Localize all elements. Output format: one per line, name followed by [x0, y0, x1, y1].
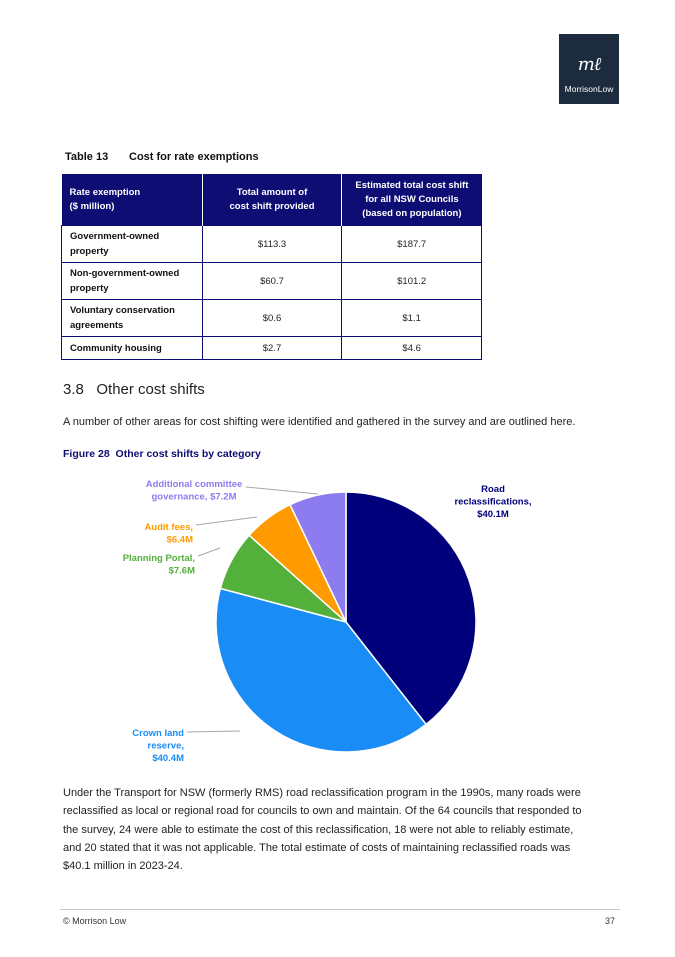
- section-heading: [63, 381, 205, 398]
- figure-number: Figure 28: [63, 448, 110, 460]
- row-estimated: $4.6: [342, 337, 482, 360]
- paragraph-line: $40.1 million in 2023-24.: [63, 860, 183, 873]
- header-estimated-total: Estimated total cost shift for all NSW Councils (based on population): [342, 174, 482, 226]
- data-label-crown-land-reserve: Crown land reserve, $40.4M: [132, 728, 184, 764]
- section-number: 3.8: [63, 381, 84, 398]
- data-label-additional-committee-governance: Additional committee governance, $7.2M: [145, 479, 243, 503]
- row-provided: $2.7: [202, 337, 342, 360]
- logo-mark: mℓ: [577, 54, 601, 75]
- body-paragraph: [63, 784, 623, 875]
- paragraph-line: the survey, 24 were able to estimate the cost of this reclassification, 18 were not able to reliably estimate,: [63, 823, 574, 836]
- footer-divider: [60, 909, 620, 910]
- row-provided: $113.3: [202, 226, 342, 263]
- leader-line-audit-fees: [196, 517, 257, 525]
- leader-line-additional-committee-governance: [246, 487, 318, 494]
- data-label-audit-fees: Audit fees, $6.4M: [144, 522, 193, 546]
- row-estimated: $187.7: [342, 226, 482, 263]
- table-row: [62, 300, 482, 337]
- data-label-planning-portal: Planning Portal, $7.6M: [122, 553, 195, 577]
- row-label: Non-government-owned property: [62, 263, 203, 300]
- leader-line-crown-land-reserve: [187, 731, 240, 732]
- row-provided: $60.7: [202, 263, 342, 300]
- figure-title: Other cost shifts by category: [115, 448, 261, 460]
- header-rate-exemption: Rate exemption ($ million): [62, 174, 203, 226]
- morrison-low-logo: [559, 34, 619, 104]
- intro-text: A number of other areas for cost shifting were identified and gathered in the survey and are outlined here.: [63, 416, 576, 428]
- figure-caption: [63, 448, 261, 460]
- row-provided: $0.6: [202, 300, 342, 337]
- logo-wordmark: MorrisonLow: [564, 84, 614, 94]
- row-label: Community housing: [62, 337, 203, 360]
- table-header-row: [62, 174, 482, 226]
- data-label-road-reclassifications: Road reclassifications, $40.1M: [454, 484, 532, 520]
- row-estimated: $101.2: [342, 263, 482, 300]
- paragraph-line: and 20 stated that it was not applicable. The total estimate of costs of maintaining reclassified roads was: [63, 841, 571, 854]
- paragraph-line: reclassified as local or regional road for councils to own and maintain. Of the 64 councils that responded to: [63, 805, 582, 818]
- row-label: Voluntary conservation agreements: [62, 300, 203, 337]
- cost-shift-pie-chart: [0, 470, 675, 770]
- table-row: [62, 263, 482, 300]
- rate-exemptions-table: [61, 174, 482, 360]
- section-title: Other cost shifts: [96, 381, 205, 398]
- leader-line-planning-portal: [198, 548, 220, 556]
- table-title: Cost for rate exemptions: [129, 151, 259, 163]
- table-caption: [65, 151, 259, 163]
- row-estimated: $1.1: [342, 300, 482, 337]
- table-row: [62, 226, 482, 263]
- header-total-provided: Total amount of cost shift provided: [202, 174, 342, 226]
- footer-copyright: © Morrison Low: [63, 916, 127, 926]
- row-label: Government-owned property: [62, 226, 203, 263]
- page-number: 37: [605, 916, 616, 926]
- table-row: [62, 337, 482, 360]
- paragraph-line: Under the Transport for NSW (formerly RMS) road reclassification program in the 1990s, many roads were: [63, 787, 581, 799]
- table-number: Table 13: [65, 151, 109, 163]
